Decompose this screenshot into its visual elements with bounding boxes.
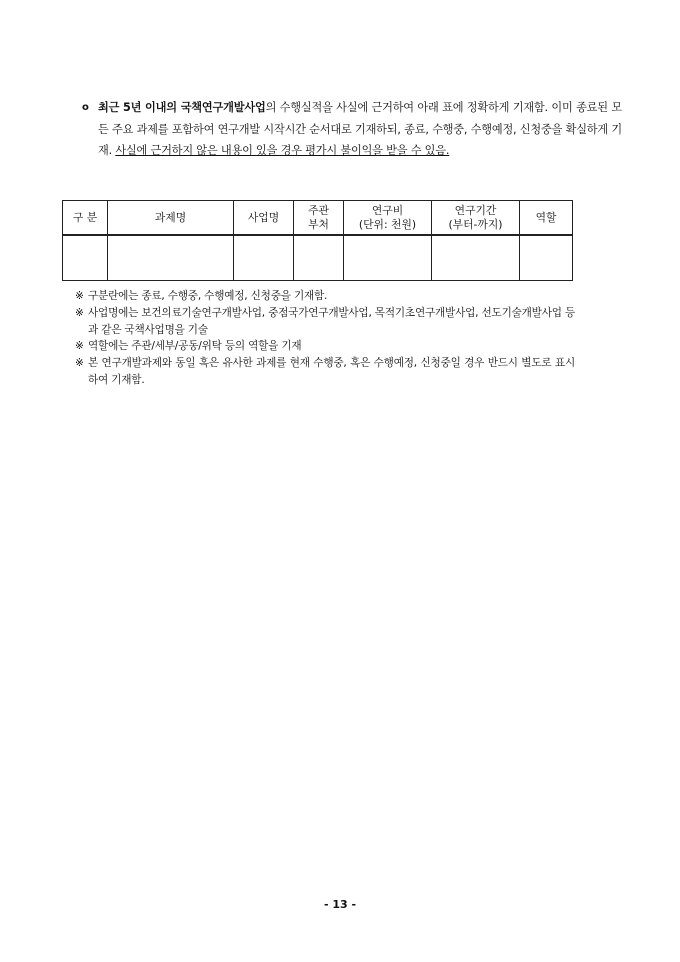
reference-mark: ※ [75, 340, 84, 353]
table-cell[interactable] [294, 235, 344, 281]
intro-body [82, 97, 622, 162]
table-header-row [63, 201, 573, 236]
intro-text: 의 수행실적을 사실에 근거하여 아래 표에 정확하게 기재함. 이미 종료된 모든 주요 과제를 포함하여 연구개발 시작시간 순서대로 기재하되, 종료, 수행중, 수행예정, 신청중을 확실하게 기재. [98, 101, 622, 157]
table-cell[interactable] [108, 235, 234, 281]
note-item: ※ 사업명에는 보건의료기술연구개발사업, 중점국가연구개발사업, 목적기초연구개발사업, 선도기술개발사업 등과 같은 국책사업명을 기술 [75, 306, 575, 336]
reference-mark: ※ [75, 306, 84, 319]
header-role: 역할 [520, 201, 573, 236]
note-item: ※ 역할에는 주관/세부/공동/위탁 등의 역할을 기재 [75, 338, 575, 355]
intro-bold-text: 최근 5년 이내의 국책연구개발사업 [98, 101, 266, 114]
header-category: 구 분 [63, 201, 108, 236]
research-records-table [62, 200, 573, 281]
notes-list [75, 288, 575, 389]
intro-paragraph [82, 97, 622, 162]
reference-mark: ※ [75, 357, 84, 370]
table-cell[interactable] [432, 235, 520, 281]
table-cell[interactable] [520, 235, 573, 281]
reference-mark: ※ [75, 290, 84, 302]
table-cell[interactable] [234, 235, 294, 281]
header-program-name: 사업명 [234, 201, 294, 236]
note-item: ※ 본 연구개발과제와 동일 혹은 유사한 과제를 현재 수행중, 혹은 수행예정, 신청중일 경우 반드시 별도로 표시하여 기재함. [75, 357, 575, 386]
table-row [63, 235, 573, 281]
header-project-name: 과제명 [108, 201, 234, 236]
header-budget: 연구비 (단위: 천원) [344, 201, 432, 236]
bullet-marker: o [82, 102, 89, 113]
header-period: 연구기간 (부터-까지) [432, 201, 520, 236]
note-item: ※ 구분란에는 종료, 수행중, 수행예정, 신청중을 기재함. [75, 288, 575, 305]
page-number: - 13 - [323, 898, 357, 911]
table-cell[interactable] [63, 235, 108, 281]
intro-underlined-text: 사실에 근거하지 않은 내용이 있을 경우 평가시 불이익을 받을 수 있음. [115, 144, 450, 157]
header-ministry: 주관 부처 [294, 201, 344, 236]
table-cell[interactable] [344, 235, 432, 281]
